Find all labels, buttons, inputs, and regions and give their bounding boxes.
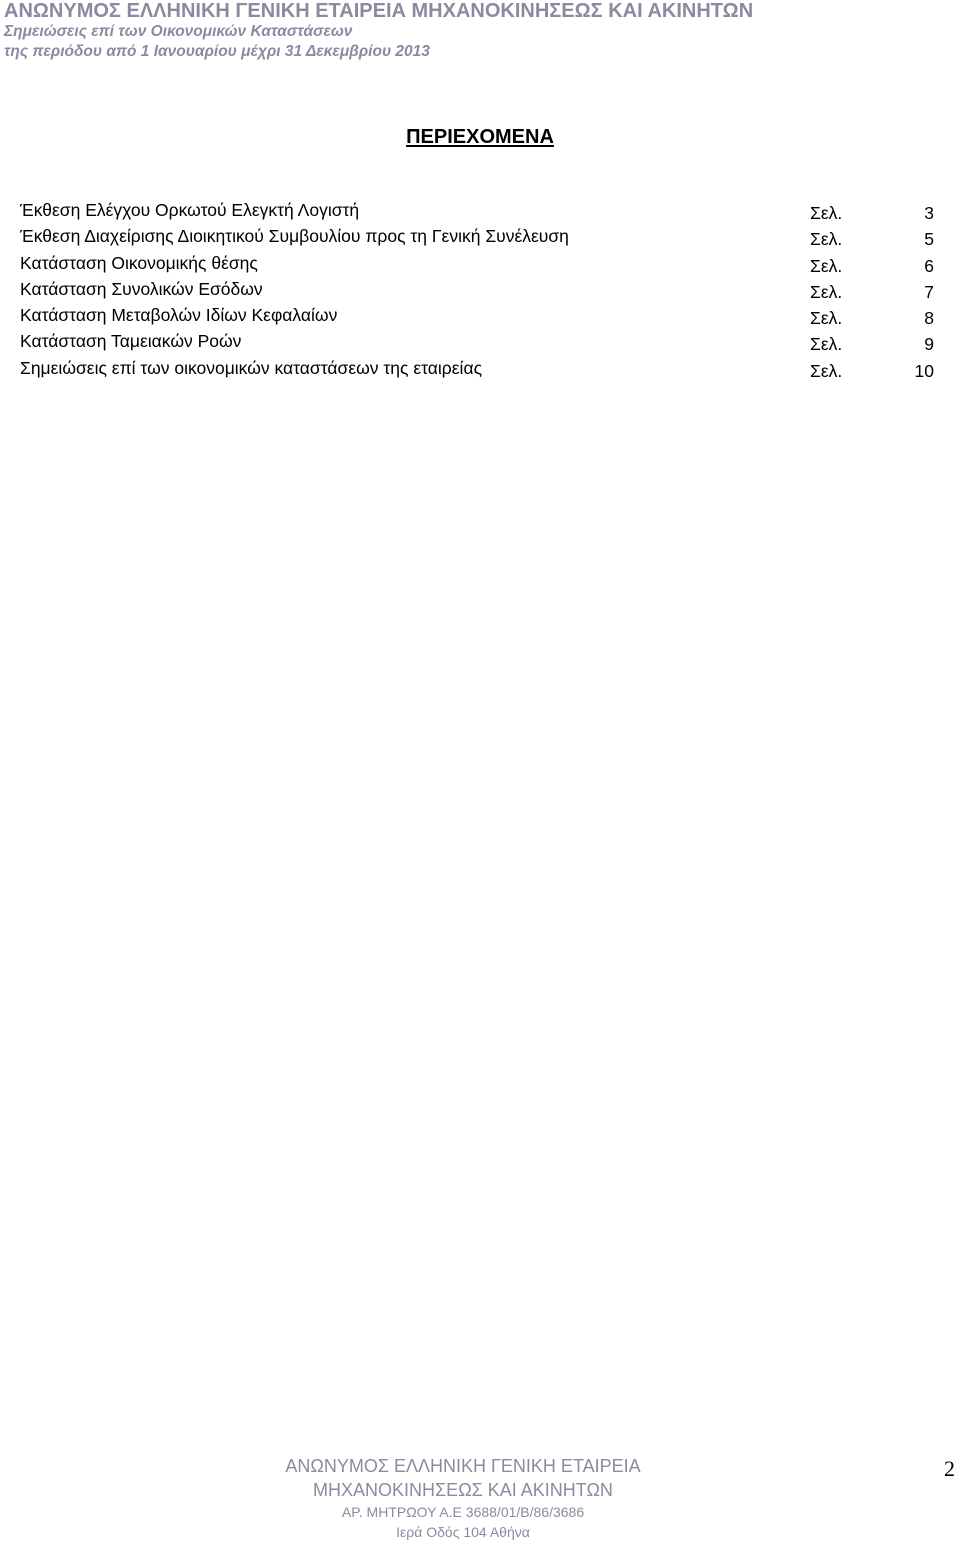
footer-registry-number: ΑΡ. ΜΗΤΡΩΟΥ Α.Ε 3688/01/Β/86/3686 xyxy=(341,1504,585,1520)
header-subtitle-period: της περιόδου από 1 Ιανουαρίου μέχρι 31 Δεκεμβρίου 2013 xyxy=(4,43,430,60)
toc-item-label: Κατάσταση Συνολικών Εσόδων xyxy=(20,278,263,299)
toc-item-page: 5 xyxy=(924,229,934,250)
toc-item xyxy=(20,355,940,381)
toc-item-label: Κατάσταση Οικονομικής θέσης xyxy=(20,252,258,273)
toc-item-sel: Σελ. xyxy=(810,334,843,355)
footer-company-line2: ΜΗΧΑΝΟΚΙΝΗΣΕΩΣ ΚΑΙ ΑΚΙΝΗΤΩΝ xyxy=(313,1480,613,1500)
toc-item xyxy=(20,302,940,328)
toc-item-sel: Σελ. xyxy=(810,360,843,381)
toc-item-sel: Σελ. xyxy=(810,229,843,250)
toc-item xyxy=(20,197,940,223)
header-company-name: ΑΝΩΝΥΜΟΣ ΕΛΛΗΝΙΚΗ ΓΕΝΙΚΗ ΕΤΑΙΡΕΙΑ ΜΗΧΑΝΟΚΙΝΗΣΕΩΣ ΚΑΙ ΑΚΙΝΗΤΩΝ xyxy=(4,0,754,22)
footer-address: Ιερά Οδός 104 Αθήνα xyxy=(396,1524,530,1540)
page-number: 2 xyxy=(944,1456,955,1481)
toc-item-sel: Σελ. xyxy=(810,203,843,223)
toc-item-label: Έκθεση Ελέγχου Ορκωτού Ελεγκτή Λογιστή xyxy=(20,200,360,220)
page-header xyxy=(4,0,944,62)
toc-item-page: 6 xyxy=(924,255,934,276)
header-subtitle-notes: Σημειώσεις επί των Οικονομικών Καταστάσεων xyxy=(4,23,353,40)
toc-item xyxy=(20,223,940,249)
toc-item-label: Σημειώσεις επί των οικονομικών καταστάσεων της εταιρείας xyxy=(20,357,482,378)
toc-item-label: Κατάσταση Μεταβολών Ιδίων Κεφαλαίων xyxy=(20,305,338,326)
toc-item-label: Κατάσταση Ταμειακών Ροών xyxy=(20,331,242,352)
toc-item-page: 7 xyxy=(924,281,934,302)
toc-item xyxy=(20,250,940,276)
page-footer xyxy=(262,1454,664,1542)
toc-title-text: ΠΕΡΙΕΧΟΜΕΝΑ xyxy=(406,126,554,148)
toc-item-label: Έκθεση Διαχείρισης Διοικητικού Συμβουλίου προς τη Γενική Συνέλευση xyxy=(20,226,569,247)
toc-item-page: 9 xyxy=(924,334,934,355)
footer-company-line1: ΑΝΩΝΥΜΟΣ ΕΛΛΗΝΙΚΗ ΓΕΝΙΚΗ ΕΤΑΙΡΕΙΑ xyxy=(285,1456,641,1476)
toc-title xyxy=(0,125,960,149)
table-of-contents xyxy=(20,197,940,381)
toc-item-sel: Σελ. xyxy=(810,255,843,276)
toc-item-sel: Σελ. xyxy=(810,308,843,329)
toc-item-page: 3 xyxy=(924,203,934,223)
toc-item-page: 8 xyxy=(924,308,934,329)
toc-item-sel: Σελ. xyxy=(810,281,843,302)
toc-item-page: 10 xyxy=(914,360,934,381)
toc-item xyxy=(20,328,940,354)
toc-item xyxy=(20,276,940,302)
